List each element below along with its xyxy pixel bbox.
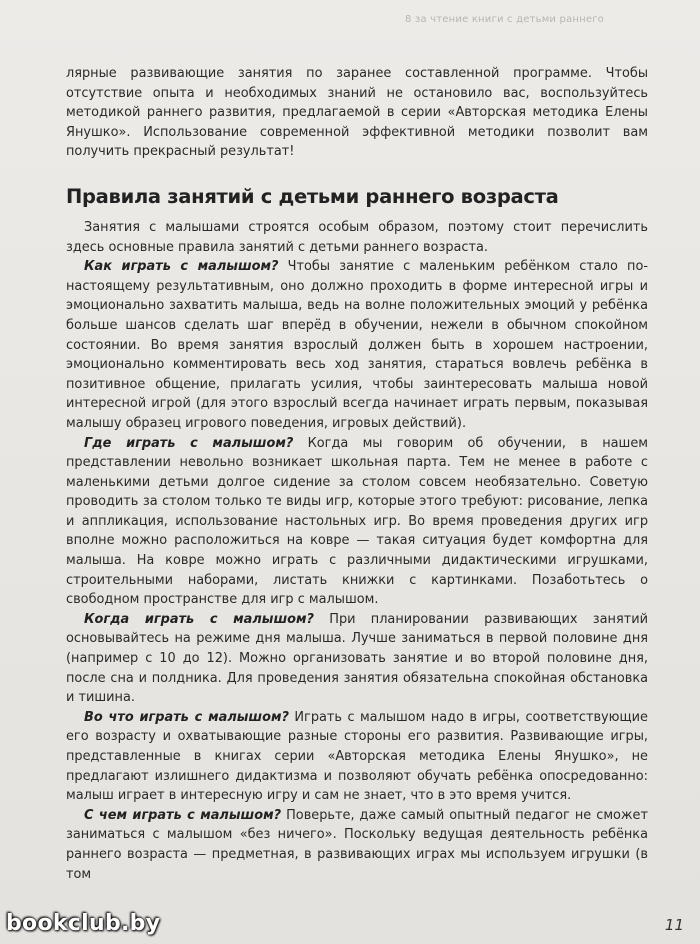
rule-lead-when: Когда играть с малышом? <box>84 611 315 627</box>
body-text <box>66 64 648 884</box>
rule-paragraph-what <box>66 708 648 806</box>
rule-text-how: Чтобы занятие с маленьким ребёнком стало по-настоящему результативным, оно должно проходить в форме интересной игры и эмоционально захватить малыша, ведь на волне положительных эмоций у ребёнка больше шансов сделать шаг вперёд в обучении, нежели в обычном спокойном состоянии. Во время занятия взрослый должен быть в хорошем настроении, эмоционально комментировать весь ход занятия, стараться вовлечь ребёнка в позитивное общение, прилагать усилия, чтобы заинтересовать малыша новой интересной игрой (для этого взрослый всегда начинает играть первым, показывая малышу образец игрового поведения, игровых действий). <box>66 259 648 431</box>
rule-lead-what: Во что играть с малышом? <box>84 709 289 725</box>
rule-text-when: При планировании развивающих занятий основывайтесь на режиме дня малыша. Лучше заниматься в первой половине дня (например с 10 до 12). Можно организовать занятие и во второй половине дня, после сна и полдника. Для проведения занятия обязательна спокойная обстановка и тишина. <box>66 611 648 706</box>
rule-paragraph-how <box>66 257 648 433</box>
rule-lead-with-what: С чем играть с малышом? <box>84 807 282 823</box>
rule-text-with-what: Поверьте, даже самый опытный педагог не сможет заниматься с малышом «без ничего». Поскольку ведущая деятельность ребёнка раннего возраста — предметная, в развивающих играх мы используем игрушки (в том <box>66 807 648 882</box>
rule-paragraph-with-what <box>66 806 648 884</box>
rule-paragraph-where <box>66 434 648 610</box>
page-number: 11 <box>664 916 684 934</box>
rule-text-where: Когда мы говорим об обучении, в нашем представлении невольно возникает школьная парта. Тем не менее в работе с маленькими детьми долгое сидение за столом совсем необязательно. Советую проводить за столом только те виды игр, которые этого требуют: рисование, лепка и аппликация, использование настольных игр. Во время проведения других игр вполне можно расположиться на ковре — такая ситуация будет комфортна для малыша. На ковре можно играть с различными дидактическими игрушками, строительными наборами, листать книжки с картинками. Позаботьтесь о свободном пространстве для игр с малышом. <box>66 435 648 608</box>
watermark-logo: bookclub.by <box>6 911 161 936</box>
section-intro-paragraph: Занятия с малышами строятся особым образом, поэтому стоит перечислить здесь основные правила занятий с детьми раннего возраста. <box>66 219 648 255</box>
intro-paragraph: лярные развивающие занятия по заранее составленной программе. Чтобы отсутствие опыта и необходимых знаний не остановило вас, воспользуйтесь методикой раннего развития, предлагаемой в серии «Авторская методика Елены Янушко». Использование современной эффективной методики позволит вам получить прекрасный результат! <box>66 66 648 160</box>
running-head: 8 за чтение книги с детьми раннего <box>405 14 604 25</box>
rule-text-what: Играть с малышом надо в игры, соответствующие его возрасту и охватывающие разные стороны его развития. Развивающие игры, представленные в книгах серии «Авторская методика Елены Янушко», не предлагают излишнего дидактизма и позволяют обучать ребёнка опосредованно: малыш играет в интересную игру и сам не знает, что в это время учится. <box>66 709 648 804</box>
section-title: Правила занятий с детьми раннего возраста <box>66 184 559 208</box>
rule-lead-how: Как играть с малышом? <box>84 259 279 275</box>
rule-lead-where: Где играть с малышом? <box>84 435 294 451</box>
rule-paragraph-when <box>66 610 648 708</box>
